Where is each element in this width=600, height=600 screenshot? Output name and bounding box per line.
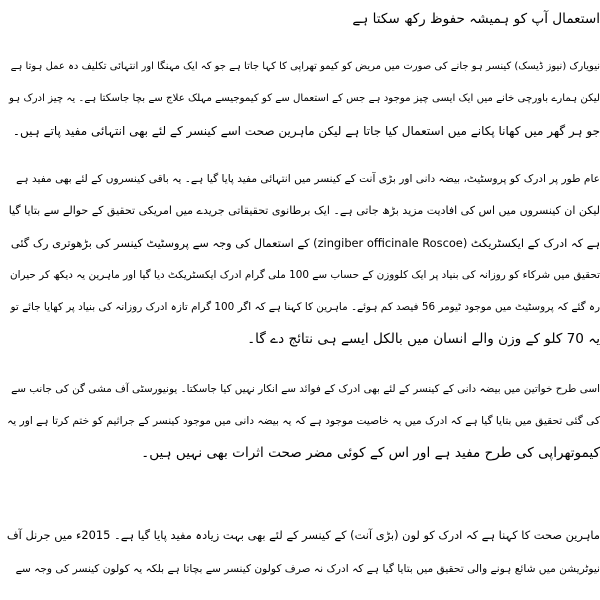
paragraph-3-line-3 bbox=[0, 438, 600, 468]
text-line: ہے کہ ادرک کے ایکسٹریکٹ (zingiber officinale Roscoe) کے استعمال کی وجہ سے پروسٹیٹ کینسر کی بڑھوتری رک گئی bbox=[10, 236, 600, 250]
text-line: تحقیق میں شرکاء کو روزانہ کی بنیاد پر ایک کلووزن کے حساب سے 100 ملی گرام ادرک ایکسٹریکٹ دیا گیا اور ماہرین یہ دیکھ کر حیران bbox=[9, 269, 600, 281]
paragraph-2-line-4 bbox=[0, 260, 600, 290]
article-title-line bbox=[0, 4, 600, 34]
paragraph-2-line-1 bbox=[0, 164, 600, 194]
paragraph-2-line-2 bbox=[0, 196, 600, 226]
paragraph-4-line-2 bbox=[0, 554, 600, 584]
paragraph-3-line-2 bbox=[0, 406, 600, 436]
paragraph-2-line-6 bbox=[0, 324, 600, 354]
paragraph-3-line-1 bbox=[0, 374, 600, 404]
article-title: استعمال آپ کو ہمیشہ حفوظ رکھ سکتا ہے bbox=[352, 11, 600, 27]
paragraph-2-line-5 bbox=[0, 292, 600, 322]
text-line: کی گئی تحقیق میں بتایا گیا ہے کہ ادرک میں یہ خاصیت موجود ہے کہ یہ بیضہ دانی میں موجود کینسر کے جراثیم کو ختم کرتا ہے اور یہ bbox=[7, 415, 600, 427]
text-line: اسی طرح خواتین میں بیضہ دانی کے کینسر کے لئے بھی ادرک کے فوائد سے انکار نہیں کیا جاسکتا۔ یونیورسٹی آف مشی گن کی جانب سے bbox=[11, 383, 600, 395]
text-line: لیکن ہمارے باورچی خانے میں ایک ایسی چیز موجود ہے جس کے استعمال سے کو کیموجیسے مہلک علاج سے بچا جاسکتا ہے۔ یہ چیز ادرک ہو bbox=[9, 93, 600, 104]
text-line: نیویارک (نیوز ڈیسک) کینسر ہو جانے کی صورت میں مریض کو کیمو تھراپی کا کہا جاتا ہے جو کہ ایک مہنگا اور انتہائی تکلیف دہ عمل ہوتا ہے bbox=[10, 61, 600, 72]
text-line: جو ہر گھر میں کھانا پکانے میں استعمال کیا جاتا ہے لیکن ماہرین صحت اسے کینسر کے لئے بھی انتہائی مفید پاتے ہیں۔ bbox=[12, 124, 600, 138]
paragraph-1-line-1 bbox=[0, 52, 600, 82]
paragraph-1-line-3 bbox=[0, 116, 600, 146]
text-line: عام طور پر ادرک کو پروسٹیٹ، بیضہ دانی اور بڑی آنت کے کینسر میں انتہائی مفید پایا گیا ہے۔ یہ باقی کینسروں کے لئے بھی مفید ہے bbox=[16, 173, 600, 185]
paragraph-1-line-2 bbox=[0, 84, 600, 114]
paragraph-2-line-3 bbox=[0, 228, 600, 258]
text-line: نیوٹریشن میں شائع ہونے والی تحقیق میں بتایا گیا ہے کہ ادرک نہ صرف کولون کینسر سے بچاتا ہے بلکہ یہ کولون کینسر کی وجہ سے bbox=[15, 563, 600, 575]
text-line: ماہرین صحت کا کہنا ہے کہ ادرک کو لون (بڑی آنت) کے کینسر کے لئے بھی بہت زیادہ مفید پایا گیا ہے۔ 2015ء میں جرنل آف bbox=[6, 528, 600, 542]
paragraph-4-line-1 bbox=[0, 520, 600, 550]
text-line: کیموتھراپی کی طرح مفید ہے اور اس کے کوئی مضر صحت اثرات بھی نہیں ہیں۔ bbox=[141, 445, 600, 461]
text-line: رہ گئے کہ پروسٹیٹ میں موجود ٹیومر 56 فیصد کم ہوئے۔ ماہرین کا کہنا ہے کہ اگر 100 گرام تازہ ادرک روزانہ کی بنیاد پر کھایا جائے تو bbox=[10, 301, 600, 313]
text-line: یہ 70 کلو کے وزن والے انسان میں بالکل ایسے ہی نتائج دے گا۔ bbox=[247, 331, 600, 347]
text-line: لیکن ان کینسروں میں اس کی افادیت مزید بڑھ جاتی ہے۔ ایک برطانوی تحقیقاتی جریدے میں امریکی تحقیق کے حوالے سے بتایا گیا bbox=[8, 204, 600, 217]
